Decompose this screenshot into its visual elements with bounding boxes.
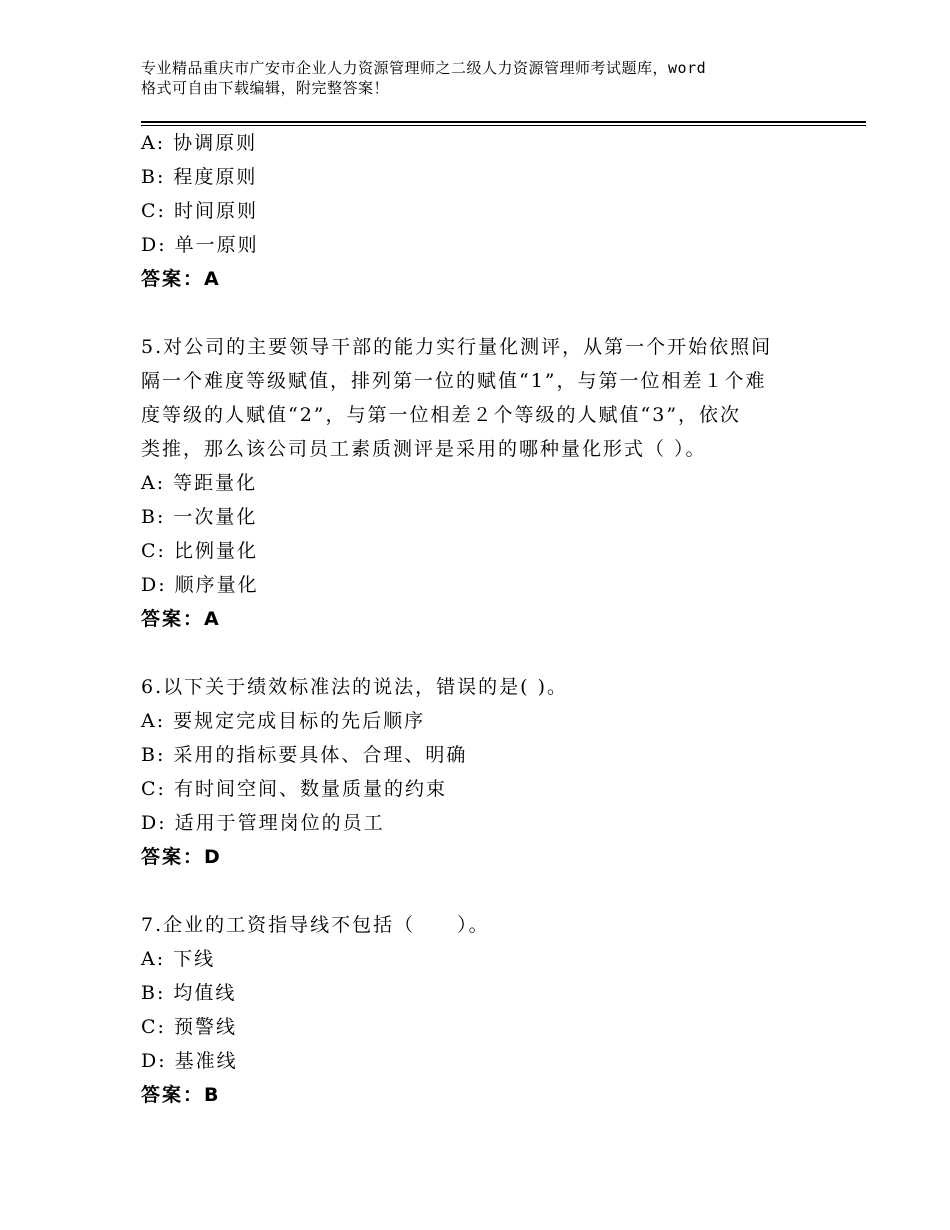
spacer (141, 874, 831, 908)
option-a: A: 协调原则 (141, 132, 258, 154)
option-d: D: 基准线 (141, 1050, 238, 1072)
option-d: D: 单一原则 (141, 234, 259, 256)
option-a: A: 要规定完成目标的先后顺序 (141, 710, 426, 732)
header-title-line-1: 专业精品重庆市广安市企业人力资源管理师之二级人力资源管理师考试题库，word (141, 59, 707, 77)
answer-line: 答案：B (141, 1084, 221, 1106)
question-stem-line: 隔一个难度等级赋值，排列第一位的赋值“1”，与第一位相差１个难 (141, 370, 767, 392)
document-header (141, 58, 831, 98)
question-list (141, 126, 831, 1112)
option-c: C: 时间原则 (141, 200, 258, 222)
header-title-line-2: 格式可自由下载编辑，附完整答案！ (141, 79, 390, 97)
spacer (141, 296, 831, 330)
header-rule-thick (141, 121, 866, 123)
option-a: A: 等距量化 (141, 472, 258, 494)
answer-line: 答案：D (141, 846, 222, 868)
question-stem-line: 5.对公司的主要领导干部的能力实行量化测评，从第一个开始依照间 (141, 336, 773, 358)
question-stem-line: 度等级的人赋值“2”，与第一位相差２个等级的人赋值“3”，依次 (141, 404, 742, 426)
answer-line: 答案：A (141, 608, 221, 630)
option-a: A: 下线 (141, 948, 216, 970)
question-6 (141, 670, 831, 874)
option-b: B: 均值线 (141, 982, 237, 1004)
option-b: B: 程度原则 (141, 166, 258, 188)
question-stem-line: 6.以下关于绩效标准法的说法，错误的是( )。 (141, 676, 568, 698)
option-b: B: 采用的指标要具体、合理、明确 (141, 744, 468, 766)
option-d: D: 顺序量化 (141, 574, 259, 596)
question-7 (141, 908, 831, 1112)
option-c: C: 有时间空间、数量质量的约束 (141, 778, 447, 800)
question-stem-line: 7.企业的工资指导线不包括（ ）。 (141, 914, 490, 936)
option-d: D: 适用于管理岗位的员工 (141, 812, 385, 834)
question-4 (141, 126, 831, 296)
answer-line: 答案：A (141, 268, 221, 290)
option-c: C: 比例量化 (141, 540, 258, 562)
question-stem-line: 类推，那么该公司员工素质测评是采用的哪种量化形式（ ）。 (141, 438, 707, 460)
question-5 (141, 330, 831, 636)
spacer (141, 636, 831, 670)
option-b: B: 一次量化 (141, 506, 258, 528)
option-c: C: 预警线 (141, 1016, 237, 1038)
